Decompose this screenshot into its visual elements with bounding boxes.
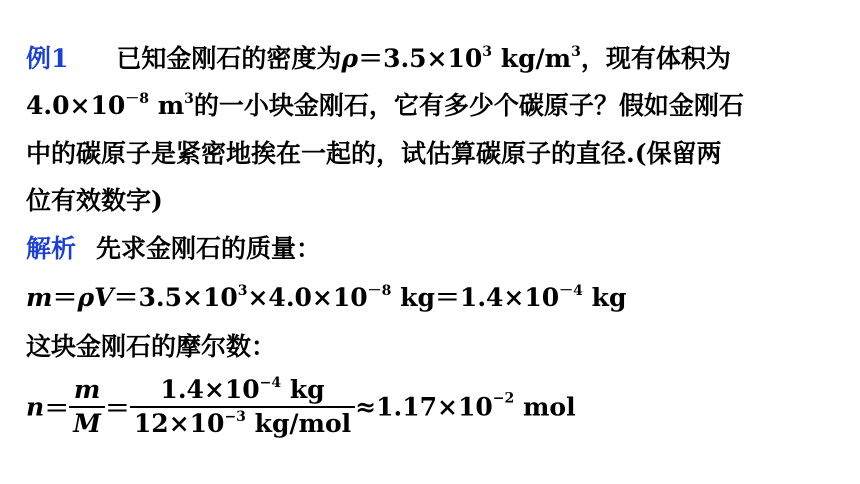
exponent: −4 <box>259 375 282 391</box>
formula-text: ×4.0×10 <box>247 283 368 312</box>
fraction-denominator <box>130 408 355 440</box>
volume-unit: m <box>148 91 185 120</box>
exponent: 3 <box>571 44 581 60</box>
var-rhoV: ρV <box>77 283 114 312</box>
problem-text: 已知金刚石的密度为 <box>116 44 342 73</box>
exponent: 3 <box>237 283 248 299</box>
exponent: －8 <box>367 283 392 299</box>
problem-text: 中的碳原子是紧密地挨在一起的，试估算碳原子的直径.(保留两 <box>26 139 722 168</box>
fraction-numerator: m <box>69 374 105 408</box>
solution-text: 先求金刚石的质量： <box>96 234 322 263</box>
fraction-numerator <box>130 374 355 408</box>
solution-text: 这块金刚石的摩尔数： <box>26 332 277 361</box>
formula-text: ＝3.5×10 <box>113 283 238 312</box>
equals: ＝ <box>52 283 78 312</box>
exponent: 3 <box>482 44 493 60</box>
solution-line-3 <box>26 330 840 364</box>
problem-line-4 <box>26 184 840 218</box>
num-value: 1.4×10 <box>160 375 260 404</box>
solution-label: 解析 <box>26 234 77 263</box>
example-label: 例1 <box>26 44 69 73</box>
formula-text: kg <box>582 283 627 312</box>
problem-text: 位有效数字) <box>26 186 163 215</box>
problem-text: ，现有体积为 <box>580 44 731 73</box>
formula-text: kg＝1.4×10 <box>391 283 560 312</box>
fraction-denominator: M <box>73 409 101 438</box>
problem-text: 的一小块金刚石，它有多少个碳原子？假如金刚石 <box>193 91 744 120</box>
num-unit: kg <box>281 375 325 404</box>
problem-line-1 <box>26 42 840 76</box>
exponent: −2 <box>492 390 515 407</box>
rho-symbol: ρ <box>341 44 359 73</box>
fraction-values <box>130 374 355 440</box>
exponent: 3 <box>184 91 194 107</box>
exponent: －4 <box>559 283 583 299</box>
mole-formula <box>26 374 576 440</box>
var-n: n <box>26 392 45 422</box>
den-value: 12×10 <box>133 409 225 438</box>
mass-formula <box>26 281 840 315</box>
equals: ＝ <box>44 394 70 423</box>
volume-value: 4.0×10 <box>26 91 126 120</box>
solution-line-1 <box>26 232 840 266</box>
result-unit: mol <box>514 392 576 422</box>
problem-line-2 <box>26 89 840 123</box>
exponent: －8 <box>125 91 149 107</box>
var-m: m <box>26 283 53 312</box>
fraction-m-over-M <box>69 374 105 440</box>
result-value: ≈1.17×10 <box>355 392 493 422</box>
equals: ＝ <box>104 394 130 423</box>
problem-line-3 <box>26 137 840 171</box>
density-value: ＝3.5×10 <box>358 44 483 73</box>
density-unit: kg/m <box>492 44 572 73</box>
exponent: −3 <box>224 409 246 425</box>
den-unit: kg/mol <box>245 409 352 438</box>
